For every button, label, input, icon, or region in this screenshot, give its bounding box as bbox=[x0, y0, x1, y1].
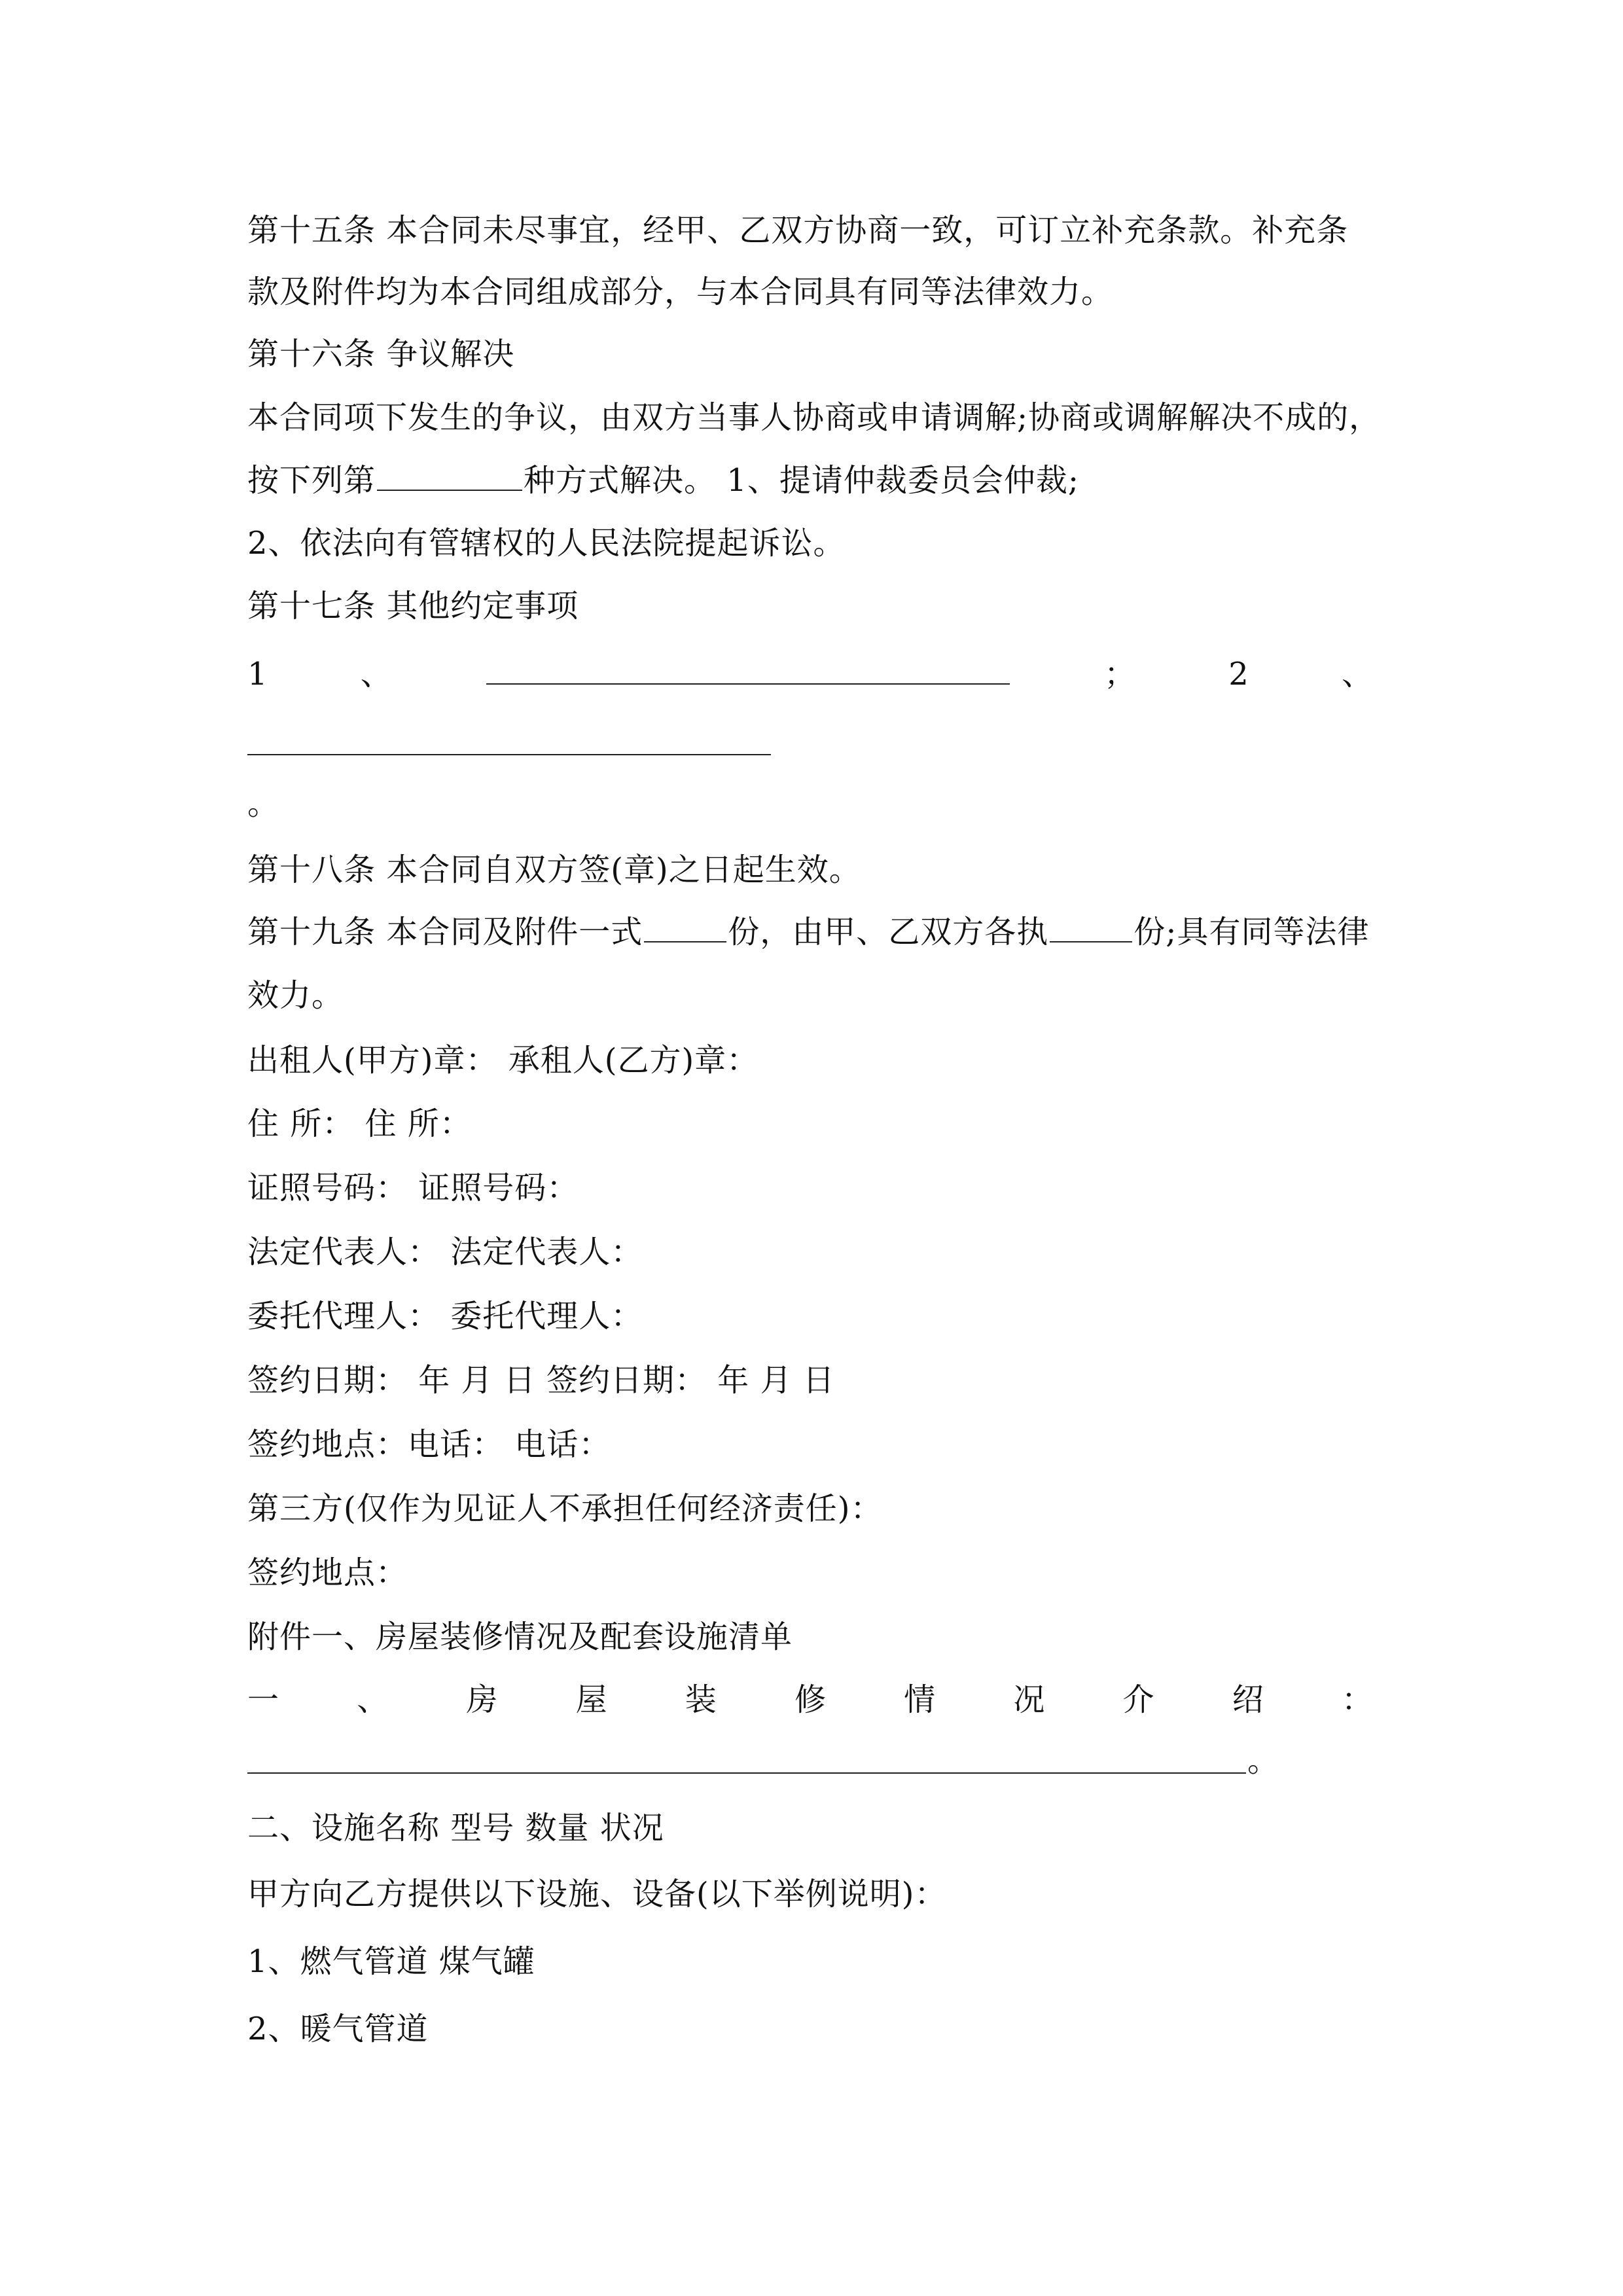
facility-item-1: 1、燃气管道 煤气罐 bbox=[247, 1943, 535, 1980]
clause-19-line-2: 效力。 bbox=[247, 977, 344, 1014]
signature-parties: 出租人(甲方)章： 承租人(乙方)章： bbox=[247, 1042, 759, 1079]
clause-16-body-line-1: 本合同项下发生的争议，由双方当事人协商或申请调解;协商或调解解决不成的， bbox=[247, 399, 1382, 436]
renovation-char: ： bbox=[1341, 1681, 1373, 1718]
renovation-end: 。 bbox=[1247, 1742, 1280, 1779]
signature-place-phone: 签约地点：电话： 电话： bbox=[247, 1426, 611, 1463]
item-1-blank bbox=[486, 655, 1010, 685]
clause-16-body-line-2 bbox=[247, 461, 1079, 500]
renovation-char: 况 bbox=[1013, 1681, 1045, 1718]
clause-19-text-c: 份;具有同等法律 bbox=[1133, 914, 1370, 950]
facilities-intro: 甲方向乙方提供以下设施、设备(以下举例说明)： bbox=[247, 1876, 947, 1912]
renovation-char: 绍 bbox=[1232, 1681, 1264, 1718]
renovation-intro-line bbox=[247, 1680, 1373, 1719]
facilities-header: 二、设施名称 型号 数量 状况 bbox=[247, 1810, 664, 1846]
clause-18: 第十八条 本合同自双方签(章)之日起生效。 bbox=[247, 852, 861, 888]
clause-15-line-1: 第十五条 本合同未尽事宜，经甲、乙双方协商一致，可订立补充条款。补充条 bbox=[247, 212, 1349, 249]
item-1-number: 1 bbox=[247, 656, 268, 692]
renovation-char: 情 bbox=[904, 1681, 936, 1718]
third-party-note: 第三方(仅作为见证人不承担任何经济责任)： bbox=[247, 1490, 883, 1527]
renovation-char: 、 bbox=[357, 1681, 389, 1718]
item-2-end: 。 bbox=[247, 785, 280, 822]
clause-15-line-2: 款及附件均为本合同组成部分，与本合同具有同等法律效力。 bbox=[247, 274, 1114, 310]
clause-16-text-b: 种方式解决。 1、提请仲裁委员会仲裁; bbox=[524, 462, 1079, 499]
third-party-signing-place: 签约地点： bbox=[247, 1554, 408, 1591]
renovation-blank bbox=[247, 1772, 1246, 1774]
clause-17-heading: 第十七条 其他约定事项 bbox=[247, 588, 579, 624]
clause-19-line-1 bbox=[247, 912, 1369, 952]
signature-address: 住 所： 住 所： bbox=[247, 1105, 472, 1142]
renovation-char: 装 bbox=[685, 1681, 717, 1718]
renovation-char: 介 bbox=[1122, 1681, 1154, 1718]
clause-16-text-a: 按下列第 bbox=[247, 462, 376, 499]
renovation-char: 修 bbox=[794, 1681, 826, 1718]
item-2-blank bbox=[247, 754, 771, 755]
clause-17-items-line bbox=[247, 655, 1373, 694]
clause-16-option-2: 2、依法向有管辖权的人民法院提起诉讼。 bbox=[247, 525, 846, 562]
renovation-char: 屋 bbox=[575, 1681, 607, 1718]
clause-19-text-a: 第十九条 本合同及附件一式 bbox=[247, 914, 643, 950]
item-1-separator: 、 bbox=[360, 656, 392, 692]
item-2-separator: 、 bbox=[1341, 656, 1373, 692]
signature-date: 签约日期： 年 月 日 签约日期： 年 月 日 bbox=[247, 1362, 835, 1399]
copies-total-blank bbox=[644, 912, 726, 942]
appendix-1-title: 附件一、房屋装修情况及配套设施清单 bbox=[247, 1619, 793, 1655]
clause-19-text-b: 份，由甲、乙双方各执 bbox=[728, 914, 1049, 950]
signature-agent: 委托代理人： 委托代理人： bbox=[247, 1298, 643, 1335]
item-2-number: 2 bbox=[1228, 656, 1249, 692]
facility-item-2: 2、暖气管道 bbox=[247, 2011, 429, 2047]
copies-each-blank bbox=[1050, 912, 1132, 942]
clause-16-heading: 第十六条 争议解决 bbox=[247, 336, 515, 372]
renovation-char: 一 bbox=[247, 1681, 279, 1718]
item-1-semicolon: ； bbox=[1104, 656, 1136, 692]
signature-legal-representative: 法定代表人： 法定代表人： bbox=[247, 1234, 643, 1270]
dispute-method-blank bbox=[377, 461, 522, 491]
renovation-char: 房 bbox=[466, 1681, 498, 1718]
signature-license-number: 证照号码： 证照号码： bbox=[247, 1170, 579, 1206]
